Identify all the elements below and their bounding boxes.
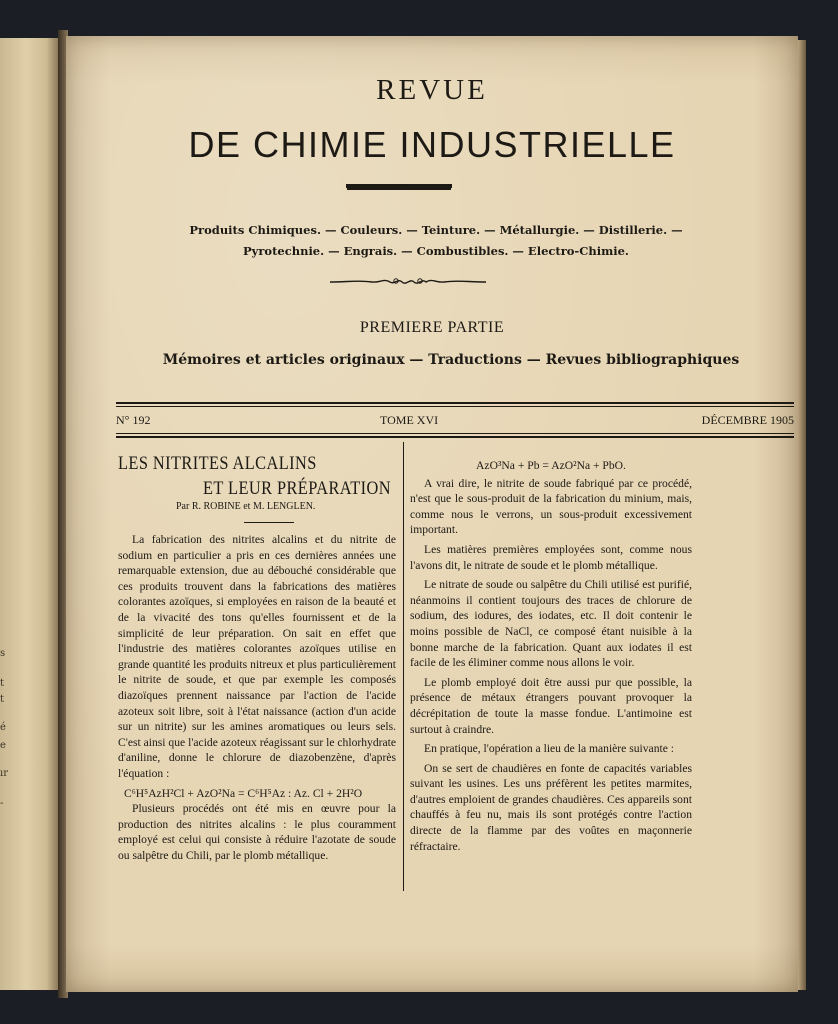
edge-letter: t	[0, 678, 5, 689]
left-page-edge	[0, 38, 60, 990]
part-heading: PREMIERE PARTIE	[359, 319, 505, 336]
title-divider	[346, 184, 452, 188]
journal-revue-heading: REVUE	[376, 74, 488, 106]
edge-letter: -	[0, 798, 4, 809]
byline-rule	[244, 522, 294, 523]
page-stack-edge	[798, 40, 806, 990]
edge-letter: é	[0, 722, 6, 733]
masthead-rule-top	[116, 402, 794, 404]
edge-letter: ır	[0, 768, 8, 779]
paragraph: Les matières premières employées sont, comme nous l'avons dit, le nitrate de soude et le plomb métallique.	[410, 542, 692, 572]
article-byline: Par R. ROBINE et M. LENGLEN.	[176, 501, 316, 512]
column-divider	[403, 442, 404, 891]
paragraph: En pratique, l'opération a lieu de la manière suivante :	[424, 742, 674, 756]
masthead-rule-top-thin	[116, 406, 794, 407]
section-list: Mémoires et articles originaux — Traductions — Revues bibliographiques	[162, 352, 740, 368]
subjects-line-1: Produits Chimiques. — Couleurs. — Teinture. — Métallurgie. — Distillerie. —	[189, 223, 683, 237]
equation-nitrite: AzO³Na + Pb = AzO²Na + PbO.	[476, 459, 626, 472]
left-column	[118, 532, 396, 867]
paragraph: Le nitrate de soude ou salpêtre du Chili utilisé est purifié, néanmoins il contient toujours des traces de chlorure de sodium, des iodures, des iodates, etc. Il doit contenir le moins possible de NaCl, ce composé étant nuisible à la bonne marche de la fabrication. Quant aux iodates il est facile de les éliminer comme nous allons le voir.	[410, 578, 692, 670]
paragraph: On se sert de chaudières en fonte de capacités variables suivant les usines. Les uns préfèrent les petites marmites, d'autres emploient de grandes chaudières. Ces appareils sont chauffés à feu nu, mais ils sont protégés contre l'action directe de la flamme par des voûtes en maçonnerie réfractaire.	[410, 761, 692, 853]
right-column	[410, 456, 692, 858]
ornament-flourish	[328, 272, 488, 292]
edge-letter: e	[0, 740, 6, 751]
equation-diazo: C⁶H⁵AzH²Cl + AzO²Na = C⁶H⁵Az : Az. Cl + 2H²O	[124, 786, 363, 800]
paragraph: Le plomb employé doit être aussi pur que possible, la présence de métaux étrangers pouvant provoquer la décrépitation de toute la masse fondue. L'antimoine est surtout à craindre.	[410, 675, 692, 736]
masthead-rule-bottom-thin	[116, 433, 794, 434]
paragraph: A vrai dire, le nitrite de soude fabriqué par ce procédé, n'est que le sous-produit de la fabrication du minium, mais, comme nous le verrons, un sous-produit excessivement important.	[410, 476, 692, 537]
issue-number: N° 192	[116, 413, 151, 427]
masthead-rule-bottom	[116, 436, 794, 438]
journal-title: DE CHIMIE INDUSTRIELLE	[188, 124, 676, 165]
journal-page	[66, 36, 798, 992]
issue-info-row	[116, 413, 794, 429]
subjects-line-2: Pyrotechnie. — Engrais. — Combustibles. — Electro-Chimie.	[243, 244, 629, 258]
article-title-line-1: LES NITRITES ALCALINS	[118, 453, 317, 474]
paragraph: La fabrication des nitrites alcalins et du nitrite de sodium en particulier a pris en ces dernières années une remarquable extension, due au débouché considérable que ces produits trouvent dans la fabrications des matières colorantes azoïques, si employées en raison de la beauté et de la vivacité des tons qu'elles fournissent et de la simplicité de leur préparation. On sait en effet que l'industrie des matières colorantes azoïques utilise en grande quantité les produits nitreux et plus particulièrement le nitrite de soude, et que par exemple les composés diazoïques prennent naissance par l'action de l'acide azoteux soit libre, soit à l'état naissance (action d'un acide sur un nitrite) sur les amines aromatiques ou leurs sels. C'est ainsi que l'acide azoteux réagissant sur le chlorhydrate d'aniline, donne le chlorure de diazobenzène, d'après l'équation :	[118, 533, 396, 780]
issue-tome: TOME XVI	[380, 413, 439, 427]
paragraph: Plusieurs procédés ont été mis en œuvre pour la production des nitrites alcalins : le plus couramment employé est celui qui consiste à réduire l'azotate de soude ou salpêtre du Chili, par le plomb métallique.	[118, 802, 396, 862]
article-title-line-2: ET LEUR PRÉPARATION	[203, 478, 391, 499]
edge-letter: s	[0, 648, 6, 659]
edge-letter: t	[0, 694, 5, 705]
journal-subjects	[106, 220, 766, 262]
issue-date: DÉCEMBRE 1905	[701, 413, 794, 427]
